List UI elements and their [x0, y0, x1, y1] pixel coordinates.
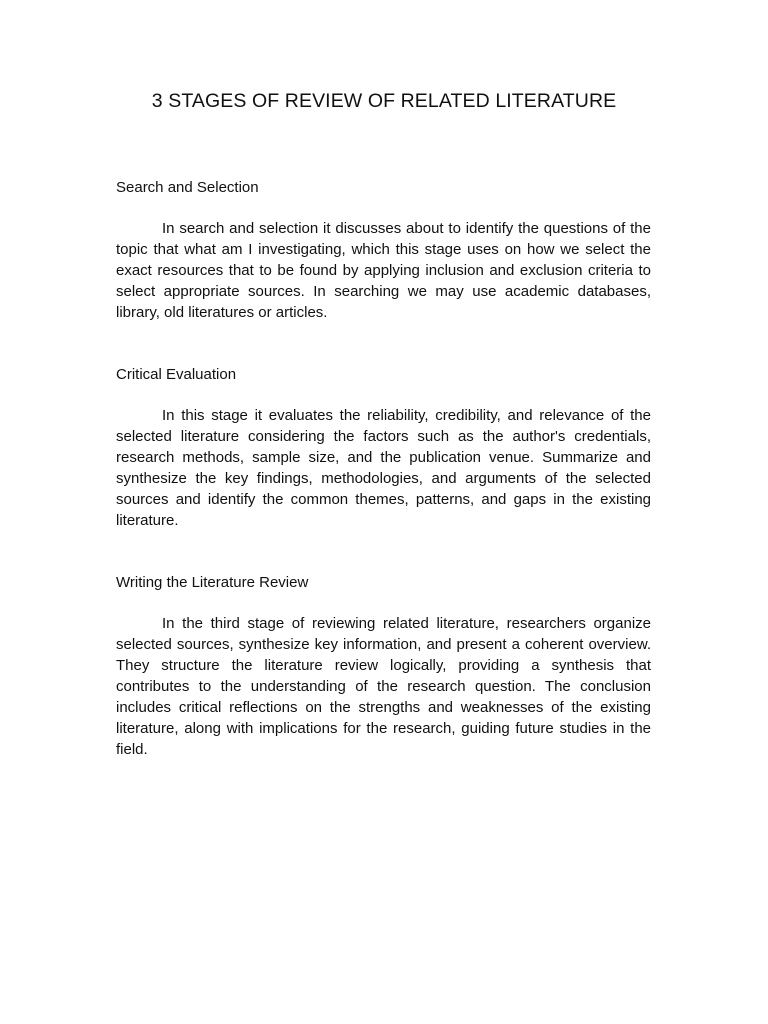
section-critical-evaluation — [116, 364, 651, 531]
section-heading: Writing the Literature Review — [116, 574, 309, 591]
section-heading: Search and Selection — [116, 179, 259, 196]
section-paragraph: In search and selection it discusses about to identify the questions of the topic that what am I investigating, which this stage uses on how we select the exact resources that to be found by applying inclusion and exclusion criteria to select appropriate sources. In searching we may use academic databases, library, old literatures or articles. — [116, 220, 651, 321]
section-paragraph: In this stage it evaluates the reliability, credibility, and relevance of the selected literature considering the factors such as the author's credentials, research methods, sample size, and the publication venue. Summarize and synthesize the key findings, methodologies, and arguments of the selected sources and identify the common themes, patterns, and gaps in the existing literature. — [116, 407, 651, 529]
document-title: 3 STAGES OF REVIEW OF RELATED LITERATURE — [151, 90, 617, 112]
section-paragraph: In the third stage of reviewing related literature, researchers organize selected sources, synthesize key information, and present a coherent overview. They structure the literature review logically, providing a synthesis that contributes to the understanding of the research question. The conclusion includes critical reflections on the strengths and weaknesses of the existing literature, along with implications for the research, guiding future studies in the field. — [116, 615, 651, 758]
section-search-and-selection — [116, 177, 651, 323]
section-writing-the-literature-review — [116, 572, 651, 760]
section-heading: Critical Evaluation — [116, 366, 237, 383]
